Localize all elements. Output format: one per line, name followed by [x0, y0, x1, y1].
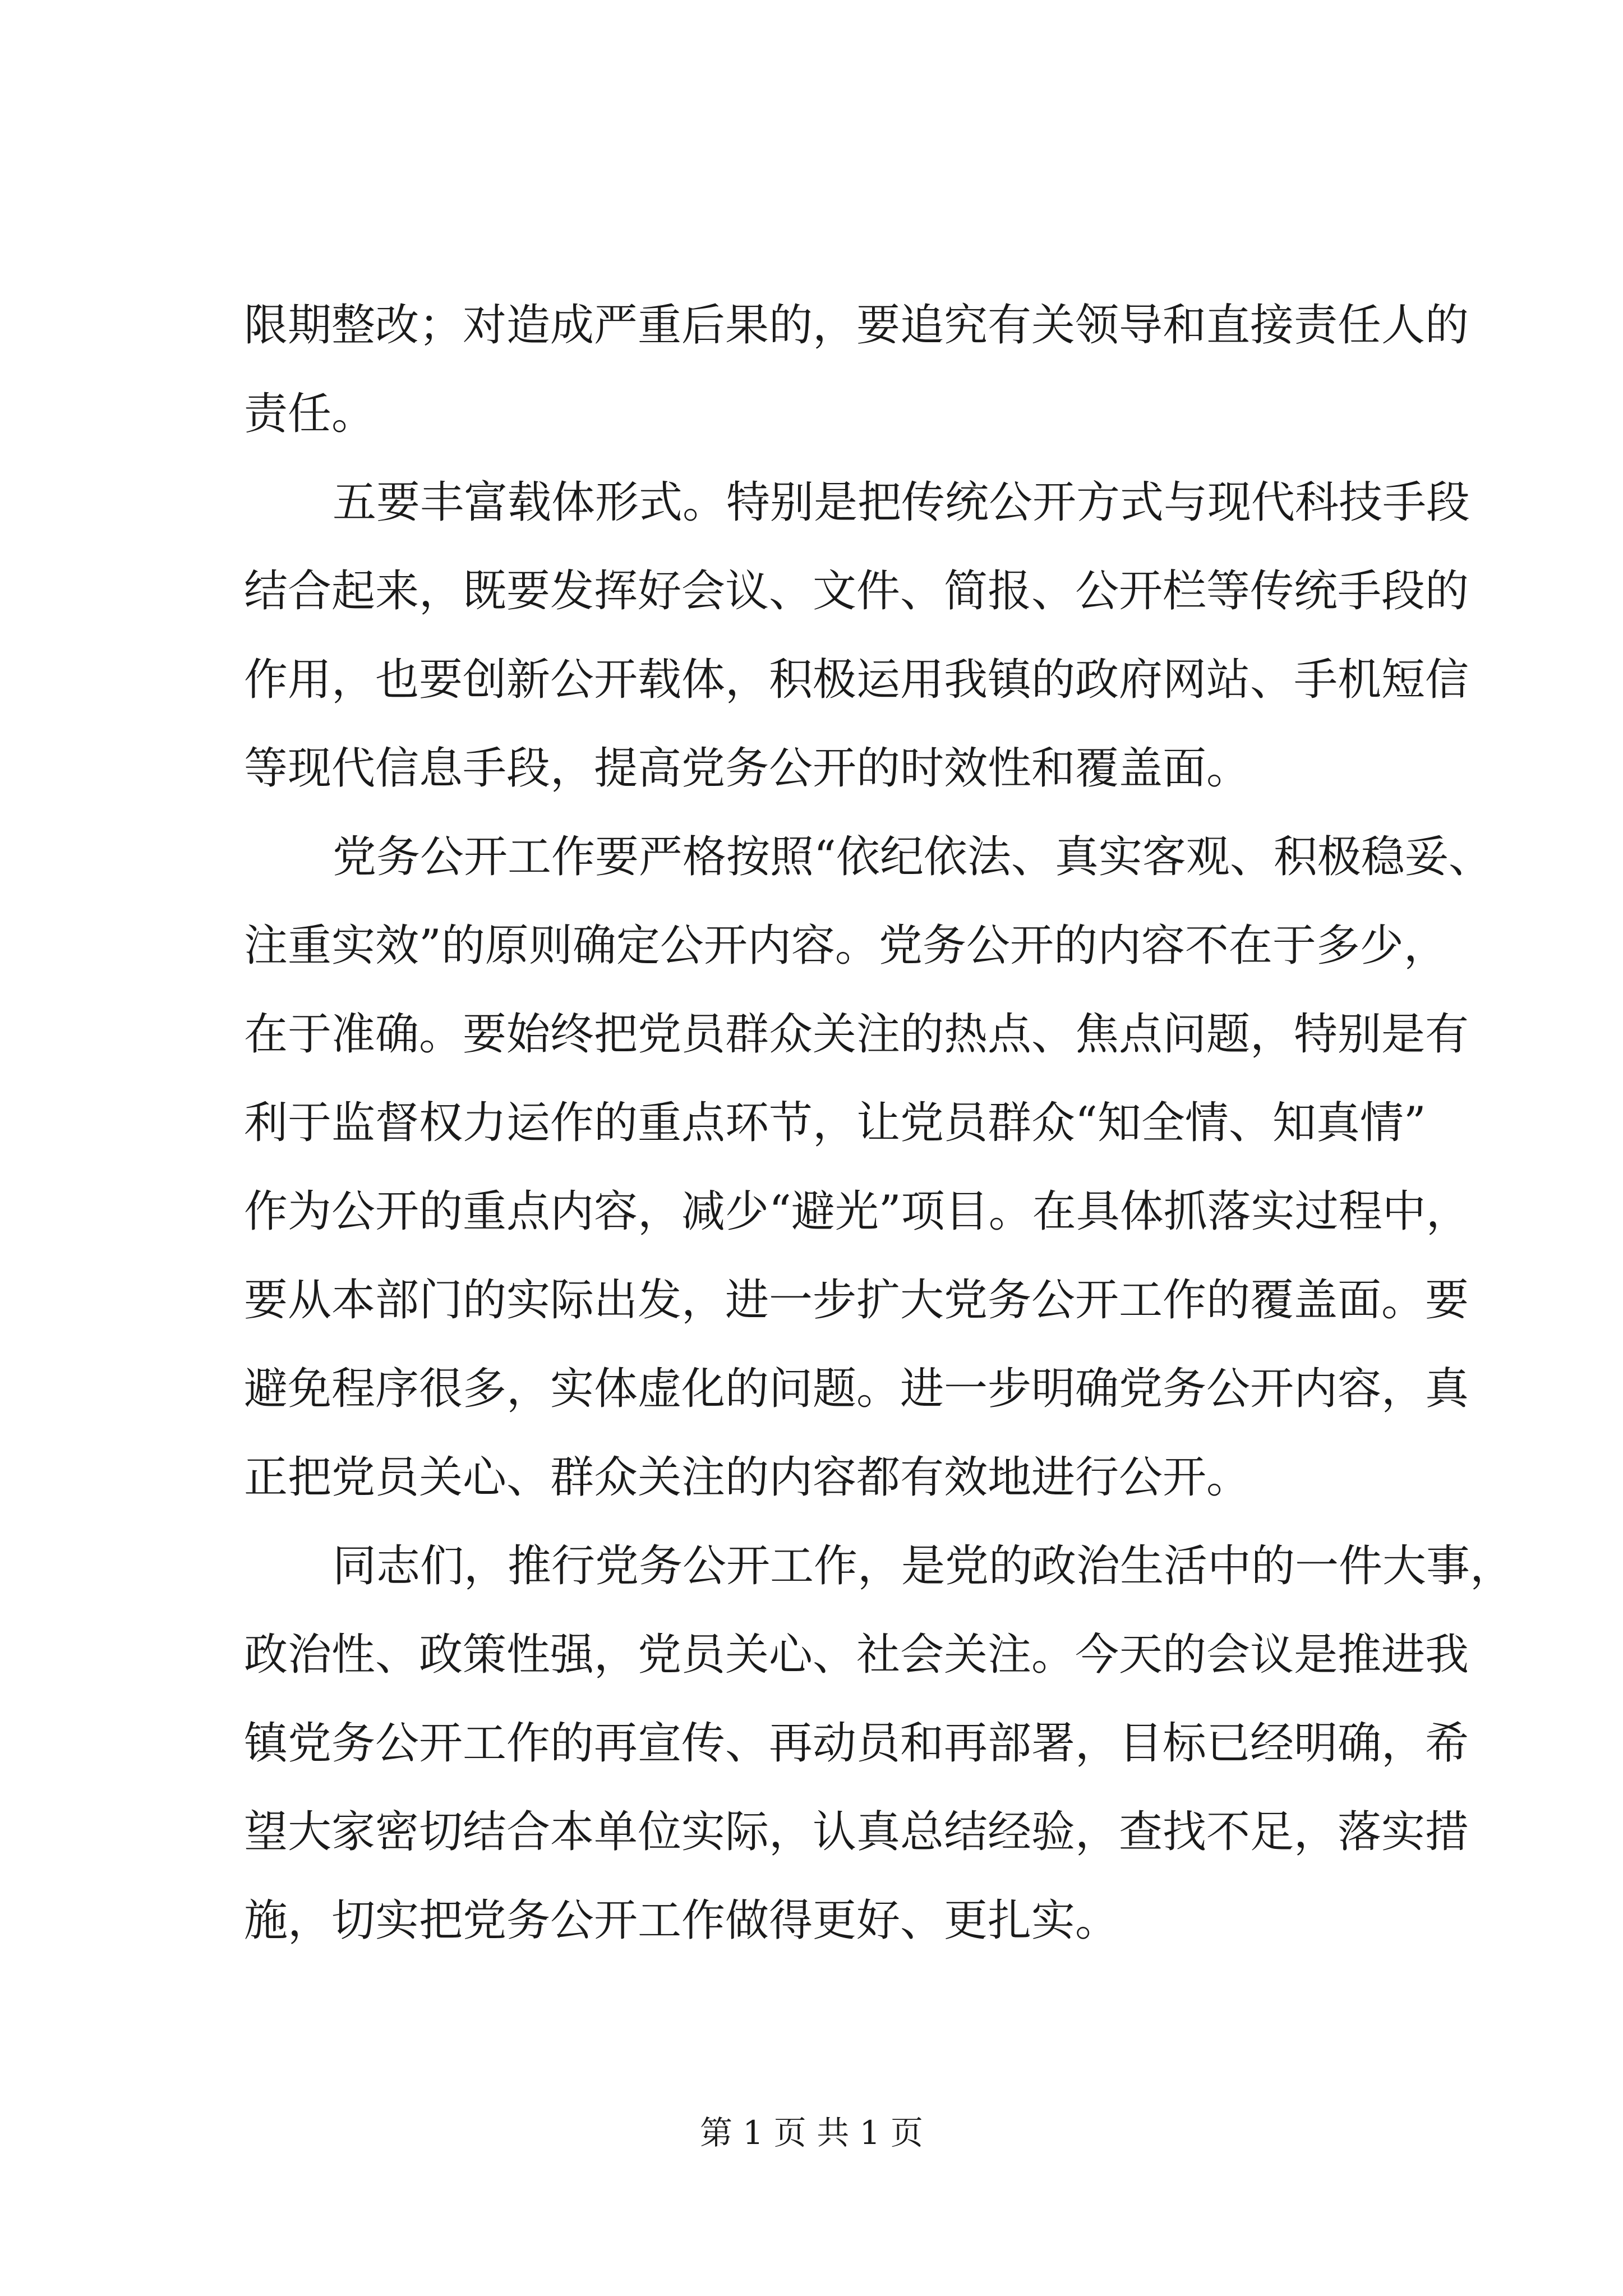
paragraph-start-line: 五要丰富载体形式。特别是把传统公开方式与现代科技手段 [333, 477, 1470, 528]
text-line: 注重实效”的原则确定公开内容。党务公开的内容不在于多少， [244, 921, 1447, 971]
text-line: 要从本部门的实际出发，进一步扩大党务公开工作的覆盖面。要 [244, 1275, 1469, 1326]
text-line: 责任。 [244, 389, 376, 439]
paragraph-start-line: 党务公开工作要严格按照“依纪依法、真实客观、积极稳妥、 [333, 832, 1492, 882]
paragraph-start-line: 同志们，推行党务公开工作，是党的政治生活中的一件大事， [333, 1541, 1514, 1591]
text-line: 施，切实把党务公开工作做得更好、更扎实。 [244, 1895, 1119, 1946]
text-line: 避免程序很多，实体虚化的问题。进一步明确党务公开内容，真 [244, 1364, 1469, 1414]
text-line: 限期整改；对造成严重后果的，要追究有关领导和直接责任人的 [244, 300, 1469, 351]
text-line: 望大家密切结合本单位实际，认真总结经验，查找不足，落实措 [244, 1807, 1469, 1857]
text-line: 作用，也要创新公开载体，积极运用我镇的政府网站、手机短信 [244, 655, 1469, 705]
text-line: 作为公开的重点内容，减少“避光”项目。在具体抓落实过程中， [244, 1186, 1470, 1237]
page-number-footer: 第 1 页 共 1 页 [700, 2114, 923, 2152]
text-line: 等现代信息手段，提高党务公开的时效性和覆盖面。 [244, 743, 1251, 794]
text-line: 利于监督权力运作的重点环节，让党员群众“知全情、知真情” [244, 1098, 1426, 1148]
text-line: 结合起来，既要发挥好会议、文件、简报、公开栏等传统手段的 [244, 566, 1469, 616]
text-line: 镇党务公开工作的再宣传、再动员和再部署，目标已经明确，希 [244, 1718, 1469, 1769]
text-line: 正把党员关心、群众关注的内容都有效地进行公开。 [244, 1452, 1251, 1503]
text-line: 政治性、政策性强，党员关心、社会关注。今天的会议是推进我 [244, 1630, 1469, 1680]
text-line: 在于准确。要始终把党员群众关注的热点、焦点问题，特别是有 [244, 1009, 1469, 1060]
